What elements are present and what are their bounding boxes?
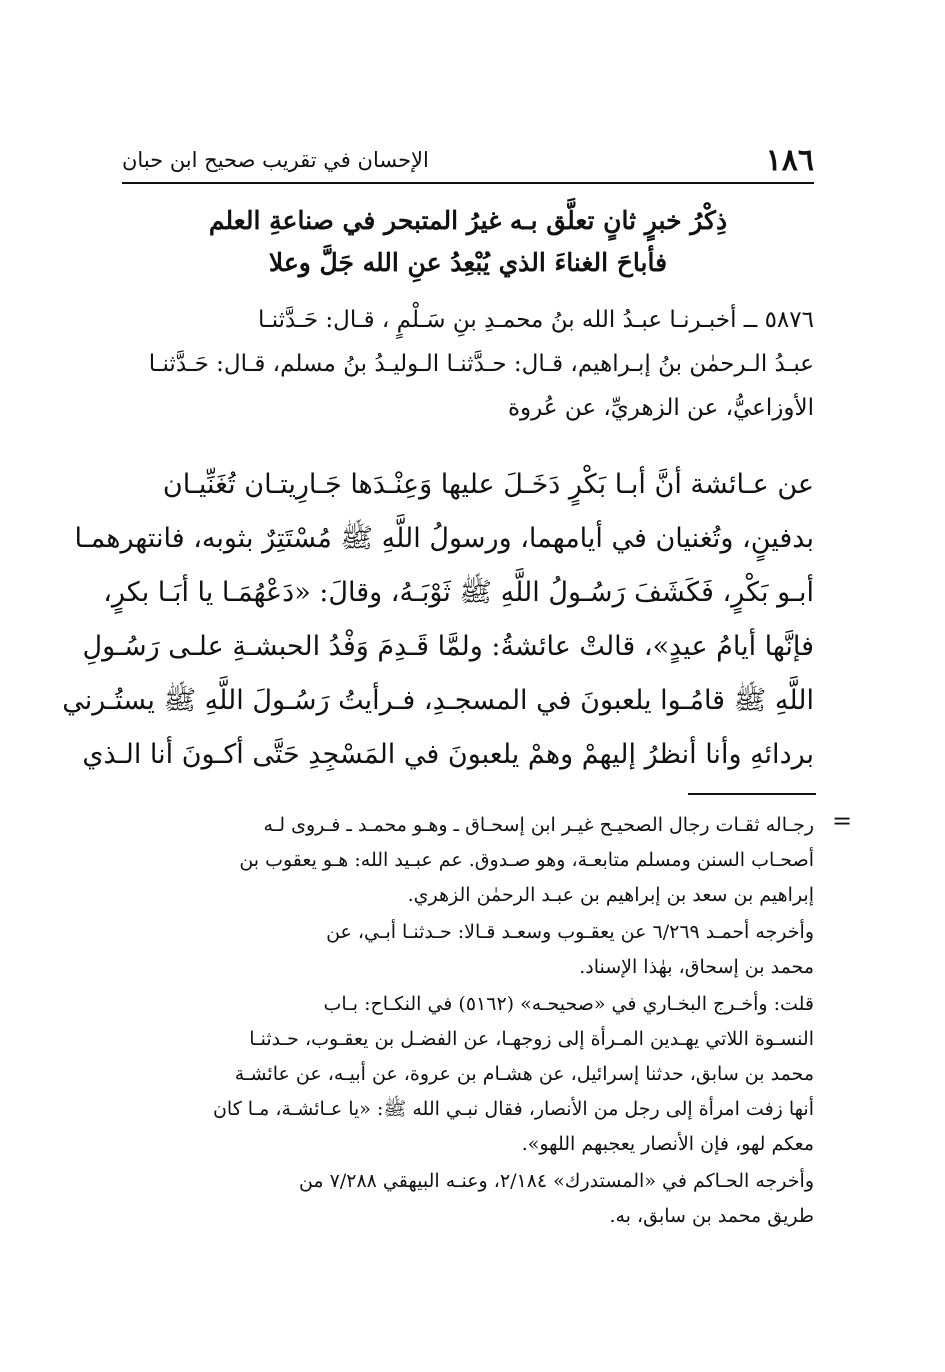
footnote-line: أصحـاب السنن ومسلم متابعـة، وهو صـدوق. عم عبـيد الله: هـو يعقوب بن <box>239 849 814 871</box>
footnote-line: وأخرجه الحـاكم في «المستدرك» ٢/١٨٤، وعنـه البيهقي ٧/٢٨٨ من <box>298 1170 814 1192</box>
matn-line: بردائهِ وأنا أنظرُ إليهمْ وهمْ يلعبونَ في المَسْجِدِ حَتَّى أكـونَ أنا الـذي <box>82 739 814 770</box>
footnote-line: طريق محمد بن سابق، به. <box>609 1205 814 1227</box>
hadith-matn <box>62 458 814 782</box>
footnote-line: إبراهيم بن سعد بن إبراهيم بن عبـد الرحمٰن الزهري. <box>407 884 814 906</box>
chapter-heading-line-1: ذِكْرُ خبرٍ ثانٍ تعلَّق بـه غيرُ المتبحر في صناعةِ العلم <box>208 206 728 235</box>
footnote-line: النسـوة اللاتي يهـدين المـرأة إلى زوجهـا، عن الفضـل بن يعقـوب، حـدثنـا <box>249 1028 814 1050</box>
footnote-line: وأخرجه أحمـد ٦/٢٦٩ عن يعقـوب وسعـد قـالا: حـدثنـا أبـي، عن <box>326 921 814 943</box>
matn-line: عن عـائشة أنَّ أبـا بَكْرٍ دَخَـلَ عليها وَعِنْـدَها جَـارِيتـان تُغَنِّيـان <box>162 469 814 500</box>
footnote-line: معكم لهو، فإن الأنصار يعجبهم اللهو». <box>521 1133 814 1155</box>
matn-line: اللَّهِ ﷺ قامُـوا يلعبونَ في المسجـدِ، فـرأيتُ رَسُـولَ اللَّهِ ﷺ يستُـرني <box>62 685 814 716</box>
matn-line: أبـو بَكْرٍ، فَكَشَفَ رَسُـولُ اللَّهِ ﷺ ثَوْبَـهُ، وقالَ: «دَعْهُمَـا يا أبَـا بكرٍ، <box>103 577 814 608</box>
footnote-rule <box>688 793 816 795</box>
footnote-line: محمد بن سابق، حدثنا إسرائيل، عن هشـام بن عروة، عن أبيـه، عن عائشـة <box>234 1063 814 1085</box>
isnad-line: الأوزاعيُّ، عن الزهريِّ، عن عُروة <box>507 395 814 421</box>
footnote-line: أنها زفت امرأة إلى رجل من الأنصار، فقال نبـي الله ﷺ: «يا عـائشـة، مـا كان <box>212 1098 814 1120</box>
header-rule <box>122 182 814 184</box>
footnote-line: محمد بن إسحاق، بهٰذا الإسناد. <box>579 956 814 978</box>
chapter-heading-line-2: فأباحَ الغناءَ الذي يُبْعِدُ عنِ الله جَلَّ وعلا <box>268 248 668 277</box>
isnad-line: عبـدُ الـرحمٰن بنُ إبـراهيم، قـال: حـدَّثنـا الـوليـدُ بنُ مسلم، قـال: حَـدَّثنـا <box>148 351 814 377</box>
footnote-line: قلت: وأخـرج البخـاري في «صحيحـه» (٥١٦٢) في النكـاح: بـاب <box>323 993 814 1015</box>
isnad-line: ٥٨٧٦ ــ أخبـرنـا عبـدُ الله بنُ محمـدِ بنِ سَـلْمٍ ، قـال: حَـدَّثنـا <box>257 307 814 333</box>
footnotes <box>122 808 814 1234</box>
running-header <box>122 140 814 180</box>
footnote-line: رجـاله ثقـات رجال الصحيـح غيـر ابن إسحـاق ـ وهـو محمـد ـ فـروى لـه <box>263 814 814 836</box>
book-title: الإحسان في تقريب صحيح ابن حبان <box>122 148 429 172</box>
footnote-continuation-mark: = <box>832 807 853 835</box>
page-number: ١٨٦ <box>765 143 814 178</box>
matn-line: فإنَّها أيامُ عيدٍ»، قالتْ عائشةُ: ولمَّا قَـدِمَ وَفْدُ الحبشـةِ علـى رَسُـولِ <box>82 631 814 662</box>
matn-line: بدفينٍ، وتُغنيان في أيامهما، ورسولُ اللَّهِ ﷺ مُسْتَتِرٌ بثوبه، فانتهرهمـا <box>74 523 814 554</box>
chapter-heading <box>122 200 814 284</box>
hadith-isnad <box>122 298 814 430</box>
